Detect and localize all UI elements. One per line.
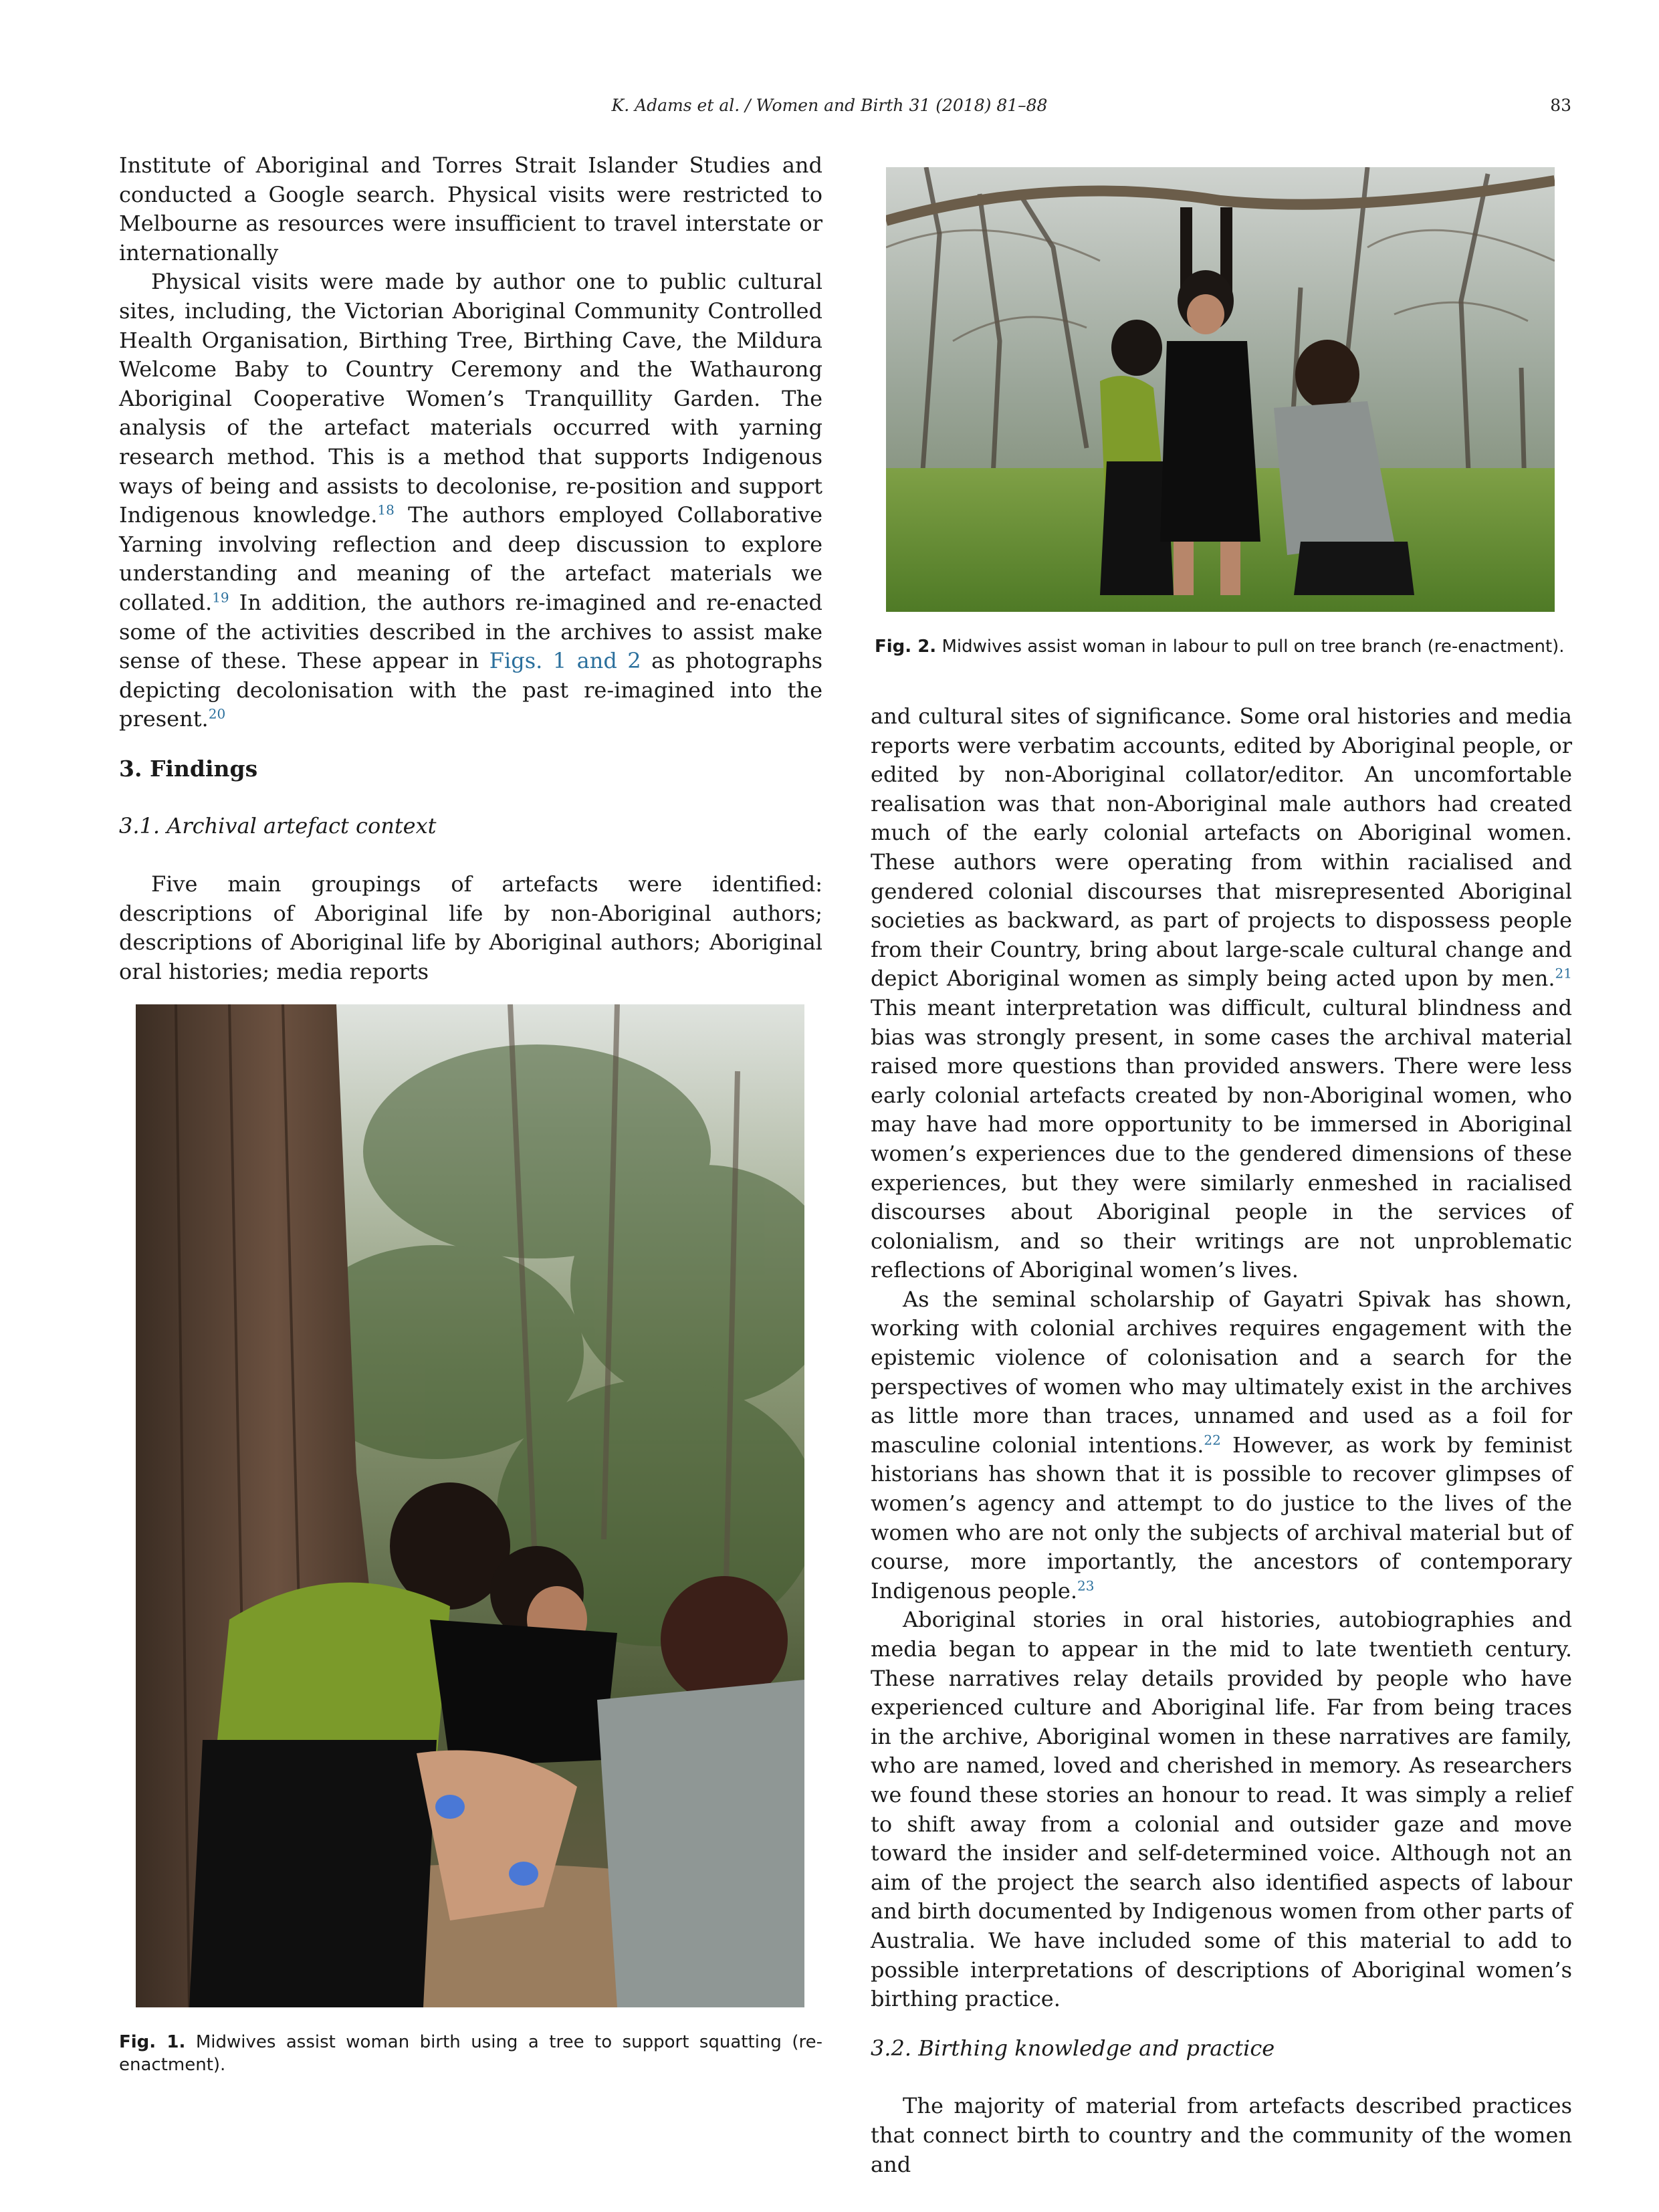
section-heading: 3. Findings [119,755,258,782]
forest-photo-illustration [886,167,1555,612]
paragraph-text: In addition, the authors re-imagined and re-enacted some of the activities described in the archives to assist make sense of these. These appear in [119,589,822,674]
paragraph [119,267,822,734]
subsection-heading: 3.1. Archival artefact context [119,813,437,839]
paragraph [871,1606,1572,2013]
citation-ref[interactable]: 21 [1555,965,1572,982]
paragraph-text: as photographs depicting decolonisation with the past re-imagined into the present. [119,648,823,732]
paragraph [119,870,822,986]
paragraph-text: The majority of material from artefacts described practices that connect birth to country and the community of the women and [871,2093,1572,2177]
figure-1-caption [119,2031,822,2076]
paragraph [871,1285,1572,1606]
caption-text: Midwives assist woman in labour to pull on tree branch (re-enactment). [936,637,1565,657]
figure-2-caption [875,635,1570,658]
paragraph-text: This meant interpretation was difficult, cultural blindness and bias was strongly present, in some cases the archival material raised more questions than provided answers. There were less early colonial artefacts created by non-Aboriginal women, who may have had more opportunity to be immersed in Aboriginal women’s experiences due to the gendered dimensions of these experiences, but they were similarly enmeshed in racialised discourses about Aboriginal people in the services of colonialism, and so their writings are not unproblematic reflections of Aboriginal women’s lives. [871,994,1572,1283]
figure-2-photo [886,167,1555,612]
citation-ref[interactable]: 19 [212,589,229,606]
paragraph [871,2092,1572,2179]
running-header: K. Adams et al. / Women and Birth 31 (2018) 81–88 [611,96,1048,115]
citation-ref[interactable]: 18 [377,502,395,518]
paragraph-text: and cultural sites of significance. Some oral histories and media reports were verbatim accounts, edited by Aboriginal people, or edited by non-Aboriginal collator/editor. An uncomfortable realisation was that non-Aboriginal male authors had created much of the early colonial artefacts on Aboriginal women. These authors were operating from within racialised and gendered colonial discourses that misrepresented Aboriginal societies as backward, as part of projects to dispossess people from their Country, bring about large-scale cultural change and depict Aboriginal women as simply being acted upon by men. [871,703,1572,992]
figure-label: Fig. 1. [119,2032,186,2052]
paragraph-text: As the seminal scholarship of Gayatri Spivak has shown, working with colonial archives requires engagement with the epistemic violence of colonisation and a search for the perspectives of women who may ultimately exist in the archives as little more than traces, unnamed and used as a foil for masculine colonial intentions. [871,1286,1572,1458]
paragraph-text: However, as work by feminist historians has shown that it is possible to recover glimpses of women’s agency and attempt to do justice to the lives of the women who are not only the subjects of archival material but of course, more importantly, the ancestors of contemporary Indigenous people. [871,1432,1573,1603]
paragraph-text: Aboriginal stories in oral histories, autobiographies and media began to appear in the mid to late twentieth century. These narratives relay details provided by people who have experienced culture and Aboriginal life. Far from being traces in the archive, Aboriginal women in these narratives are family, who are named, loved and cherished in memory. As researchers we found these stories an honour to read. It was simply a relief to shift away from a colonial and outsider gaze and move toward the insider and self-determined voice. Although not an aim of the project the search also identified aspects of labour and birth documented by Indigenous women from other parts of Australia. We have included some of this material to add to possible interpretations of descriptions of Aboriginal women’s birthing practice. [871,1607,1572,2012]
figure-label: Fig. 2. [875,637,937,657]
page-number: 83 [1550,96,1571,115]
paragraph [871,702,1572,1285]
citation-ref[interactable]: 23 [1077,1577,1095,1594]
citation-ref[interactable]: 22 [1204,1432,1221,1448]
citation-ref[interactable]: 20 [208,705,226,722]
paragraph [119,151,822,267]
tree-birth-photo-illustration [136,1004,804,2007]
paragraph-text: Physical visits were made by author one to public cultural sites, including, the Victorian Aboriginal Community Controlled Health Organisation, Birthing Tree, Birthing Cave, the Mildura Welcome Baby to Country Ceremony and the Wathaurong Aboriginal Cooperative Women’s Tranquillity Garden. The analysis of the artefact materials occurred with yarning research method. This is a method that supports Indigenous ways of being and assists to decolonise, re-position and support Indigenous knowledge. [119,269,822,528]
paragraph-text: Institute of Aboriginal and Torres Strait Islander Studies and conducted a Google search. Physical visits were restricted to Melbourne as resources were insufficient to travel interstate or internationally [119,152,822,265]
caption-text: Midwives assist woman birth using a tree to support squatting (re-enactment). [119,2032,822,2075]
paragraph-text: The authors employed Collaborative Yarning involving reflection and deep discussion to explore understanding and meaning of the artefact materials we collated. [119,502,822,615]
left-column [119,151,822,986]
right-column [871,702,1572,2179]
subsection-heading: 3.2. Birthing knowledge and practice [871,2035,1275,2061]
paragraph-text: Five main groupings of artefacts were identified: descriptions of Aboriginal life by non-Aboriginal authors; descriptions of Aboriginal life by Aboriginal authors; Aboriginal oral histories; media reports [119,871,822,984]
figures-link[interactable]: Figs. 1 and 2 [489,648,641,674]
figure-1-photo [136,1004,804,2007]
